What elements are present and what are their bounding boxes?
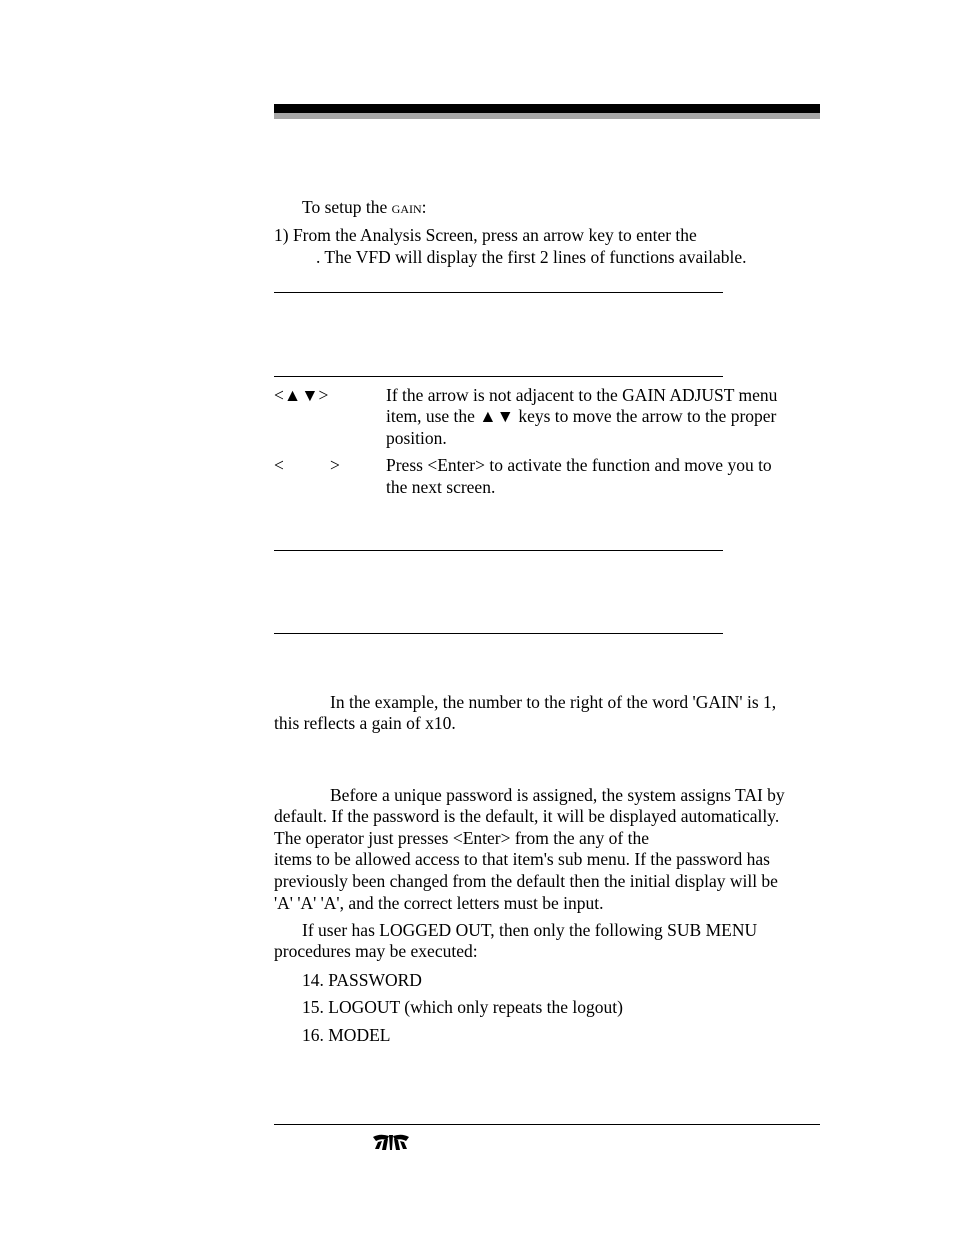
footer-rule — [274, 1124, 820, 1125]
key-enter-desc-2: the next screen. — [386, 477, 496, 497]
intro-prefix: To setup the — [302, 197, 392, 217]
step1-line1: 1) From the Analysis Screen, press an arrow key to enter the — [274, 225, 697, 245]
gain-note-line2: this reflects a gain of x10. — [274, 713, 456, 733]
arrow-keys-icon: ▲▼ — [283, 385, 319, 405]
step1-line2: . The VFD will display the first 2 lines of functions available. — [316, 247, 747, 267]
teledyne-logo-icon — [372, 1131, 410, 1151]
key-arrows: <▲▼> — [274, 385, 329, 405]
header-bar — [274, 104, 820, 113]
password-note-line3: The operator just presses <Enter> from the any of the — [274, 828, 649, 848]
password-note-line4: items to be allowed access to that item's sub menu. If the password has — [274, 849, 770, 869]
display2-rule-bottom — [274, 633, 723, 634]
intro-term: gain — [391, 197, 422, 217]
logout-note-line2: procedures may be executed: — [274, 941, 478, 961]
password-note-line1: Before a unique password is assigned, the system assigns TAI by — [330, 785, 785, 805]
gain-note-line1: In the example, the number to the right of the word 'GAIN' is 1, — [330, 692, 777, 712]
key-enter-close: > — [330, 455, 340, 475]
key-enter-open: < — [274, 455, 284, 475]
intro-suffix: : — [421, 197, 427, 217]
display-rule-top — [274, 292, 723, 293]
password-note-line5: previously been changed from the default then the initial display will be — [274, 871, 778, 891]
header-bar-shadow — [274, 113, 820, 119]
password-note-line2: default. If the password is the default, it will be displayed automatically. — [274, 806, 780, 826]
list-item: 15. LOGOUT (which only repeats the logout) — [302, 997, 623, 1017]
key-arrows-desc-1: If the arrow is not adjacent to the GAIN ADJUST menu — [386, 385, 778, 405]
display2-rule-top — [274, 550, 723, 551]
password-note-line6: 'A' 'A' 'A', and the correct letters must be input. — [274, 893, 604, 913]
logout-note-line1: If user has LOGGED OUT, then only the following SUB MENU — [302, 920, 758, 940]
list-item: 16. MODEL — [302, 1025, 391, 1045]
display-rule-bottom — [274, 376, 723, 377]
key-enter-desc-1: Press <Enter> to activate the function and move you to — [386, 455, 772, 475]
intro-text — [302, 199, 427, 217]
key-arrows-desc-2: item, use the ▲▼ keys to move the arrow to the proper — [386, 406, 777, 426]
key-arrows-desc-3: position. — [386, 428, 447, 448]
list-item: 14. PASSWORD — [302, 970, 422, 990]
